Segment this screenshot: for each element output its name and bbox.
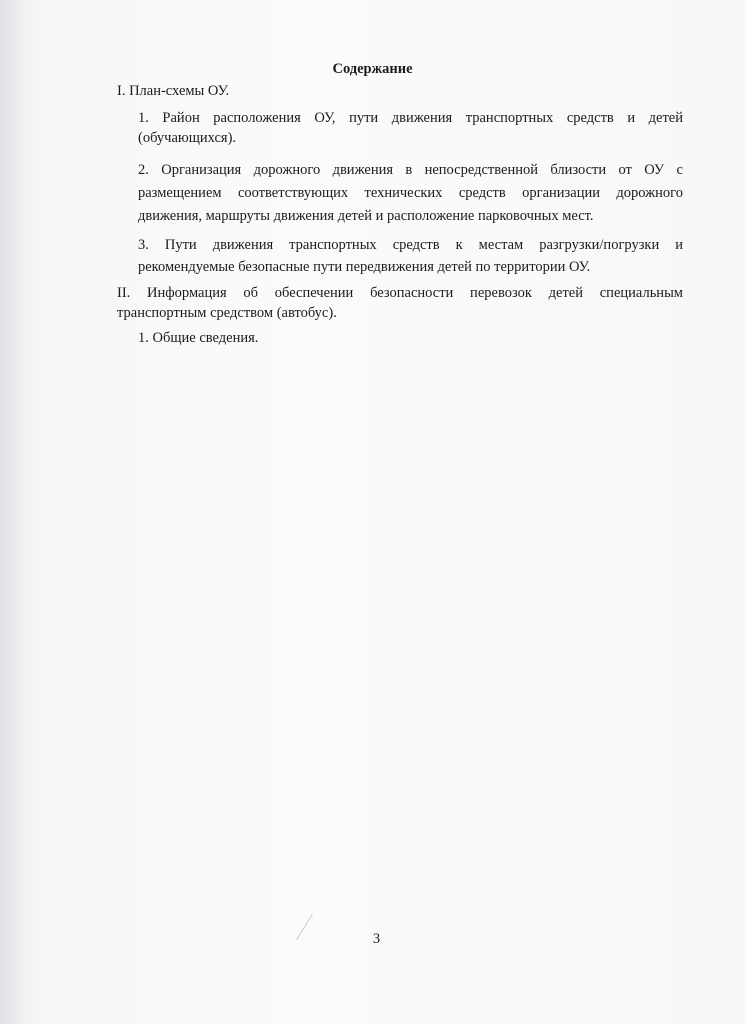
item-2-line-1: 2. Организация дорожного движения в непосредственной близости от ОУ с [138,162,683,178]
scan-shadow-edge [0,0,22,1024]
item-3-line-1: 3. Пути движения транспортных средств к местам разгрузки/погрузки и [138,237,683,253]
item-2-line-3: движения, маршруты движения детей и расположение парковочных мест. [138,208,594,224]
item-3-line-2: рекомендуемые безопасные пути передвижения детей по территории ОУ. [138,259,591,275]
item-1-line-1: 1. Район расположения ОУ, пути движения транспортных средств и детей [138,110,683,126]
page-number: 3 [372,931,381,947]
contents-title: Содержание [332,61,413,77]
item-1-line-2: (обучающихся). [138,130,237,146]
section-2-line-1: II. Информация об обеспечении безопасности перевозок детей специальным [117,285,683,301]
section-2-line-2: транспортным средством (автобус). [117,305,337,321]
item-2-line-2: размещением соответствующих технических средств организации дорожного [138,185,683,201]
section-1-heading: I. План-схемы ОУ. [117,83,230,99]
section-2-item-1: 1. Общие сведения. [138,330,259,346]
